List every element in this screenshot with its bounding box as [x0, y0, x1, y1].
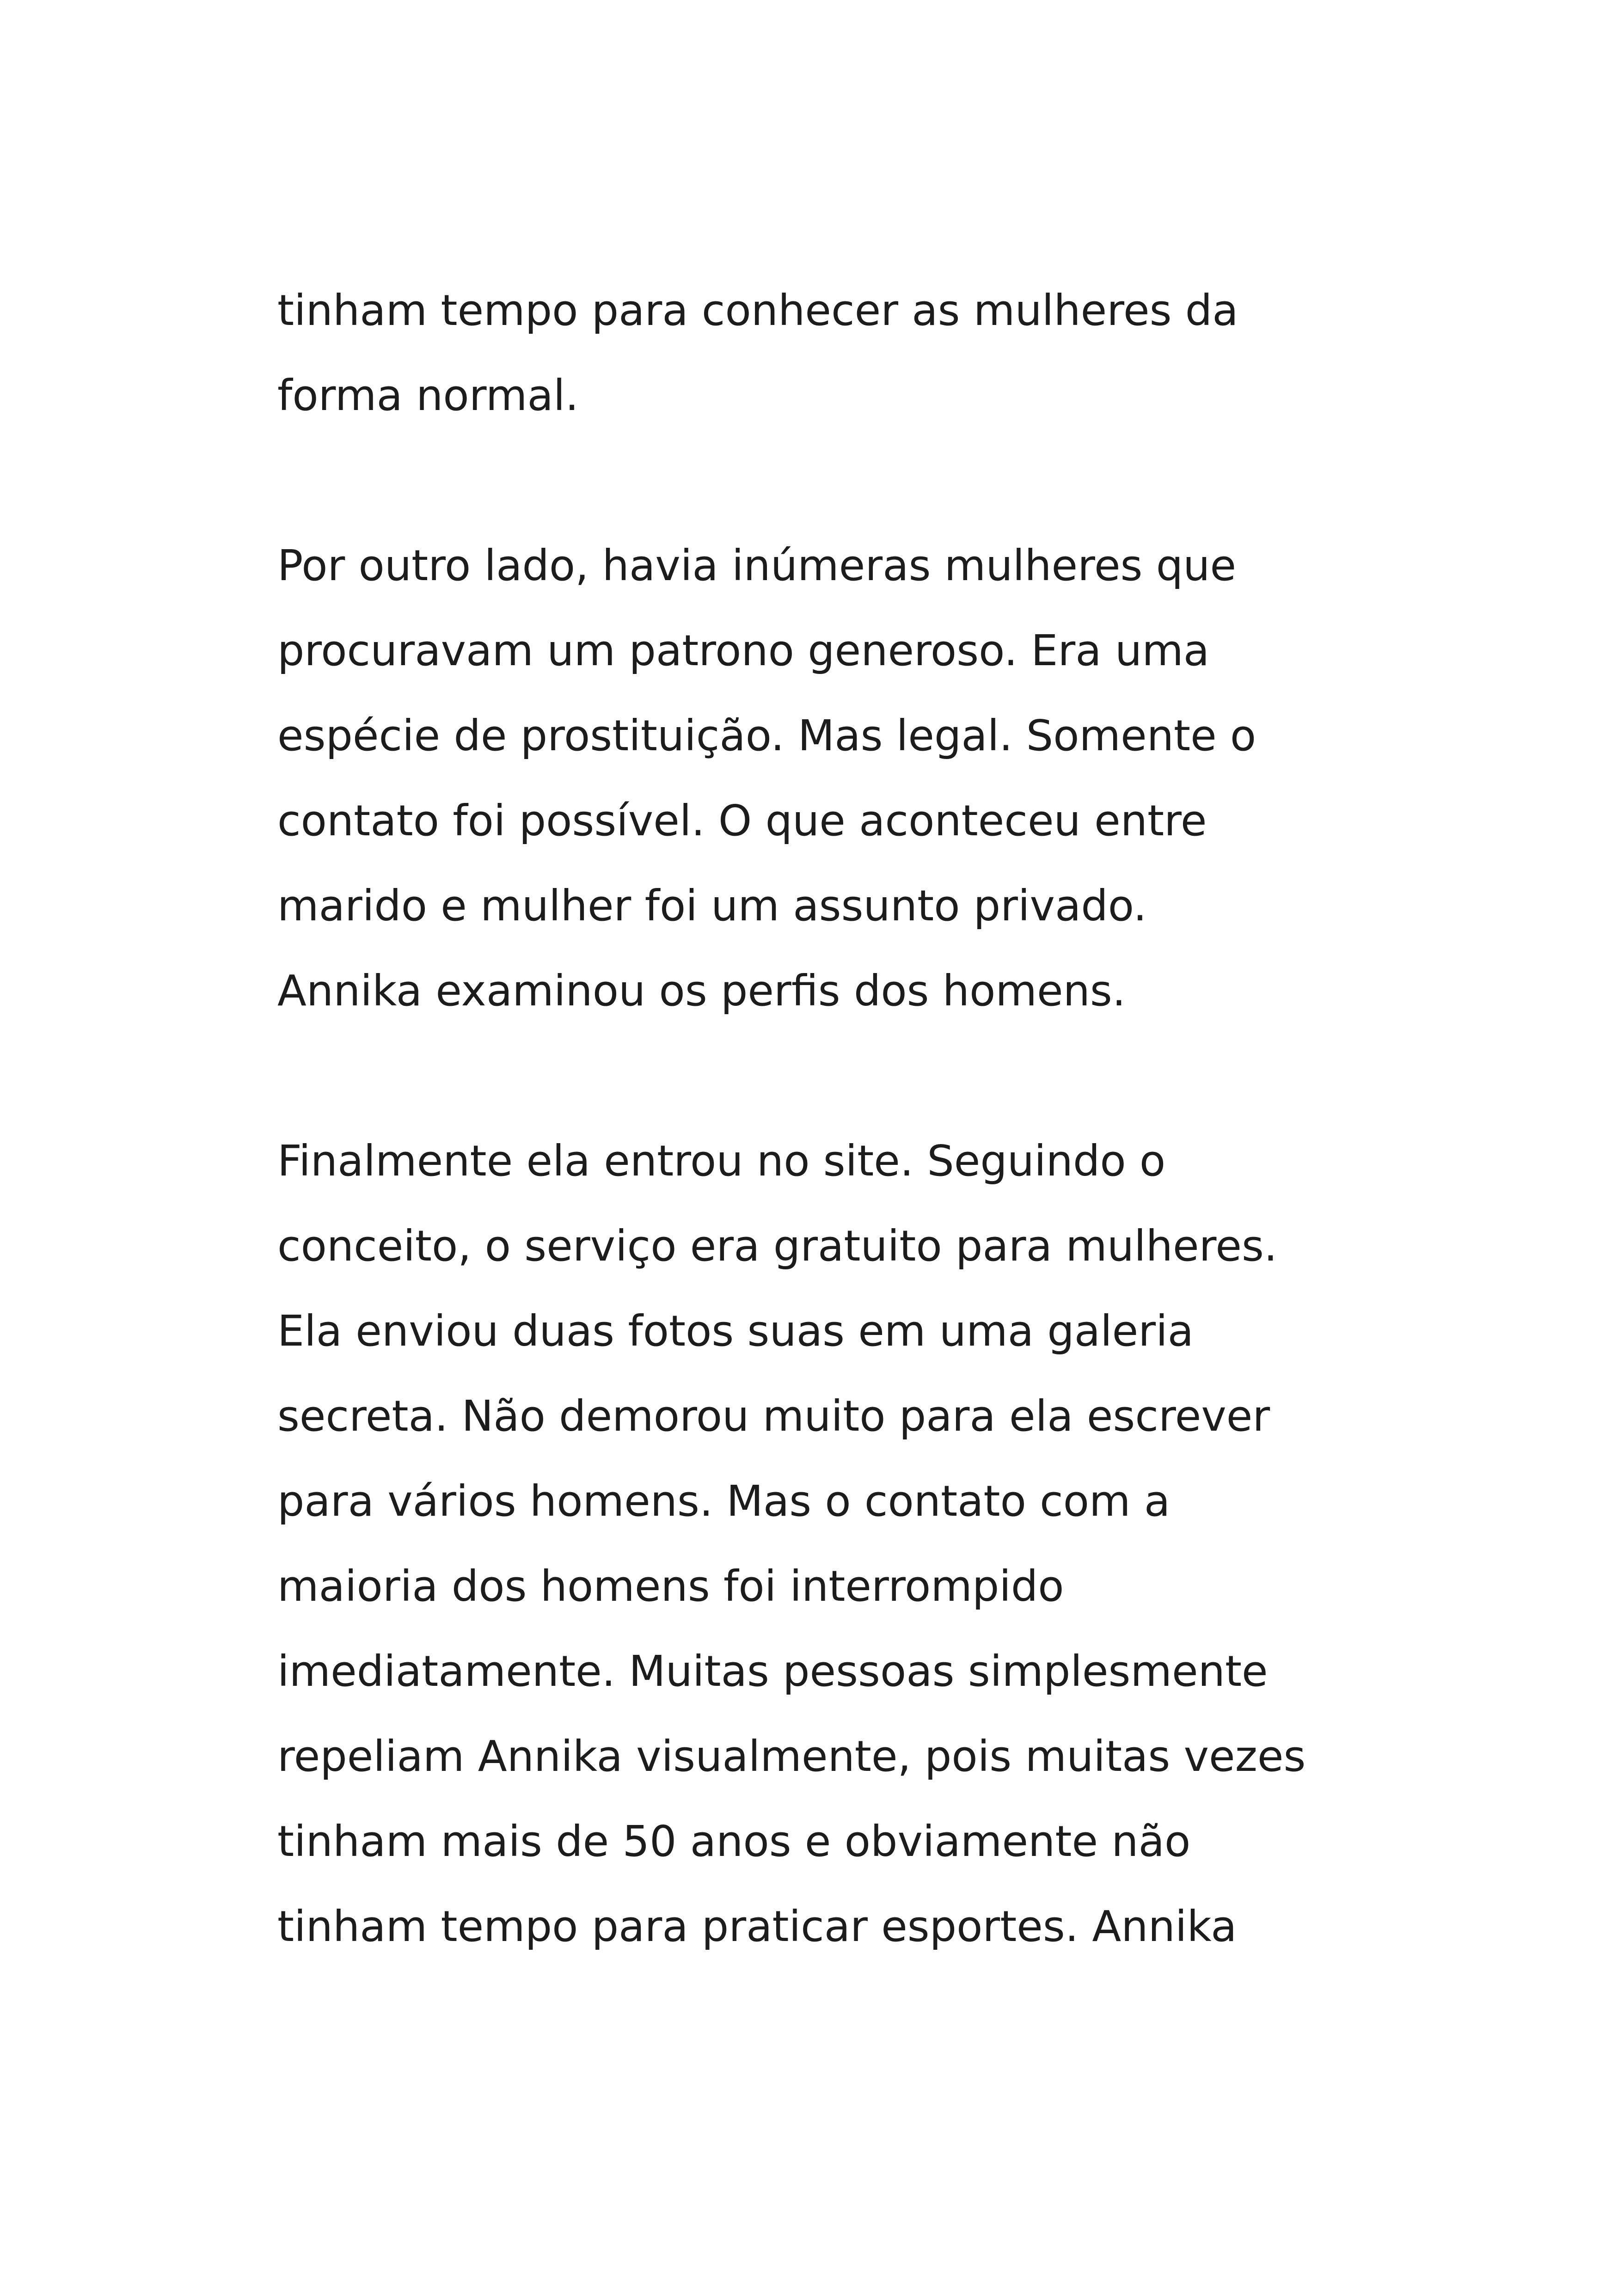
paragraph-3: [277, 1119, 1433, 1969]
text-line: conceito, o serviço era gratuito para mulheres.: [277, 1221, 1278, 1271]
text-line: marido e mulher foi um assunto privado.: [277, 881, 1147, 931]
text-line: Por outro lado, havia inúmeras mulheres que: [277, 541, 1237, 590]
text-line: repeliam Annika visualmente, pois muitas vezes: [277, 1732, 1306, 1781]
text-line: maioria dos homens foi interrompido: [277, 1561, 1064, 1611]
text-line: tinham mais de 50 anos e obviamente não: [277, 1817, 1191, 1866]
text-line: imediatamente. Muitas pessoas simplesmente: [277, 1647, 1268, 1696]
text-line: Annika examinou os perfis dos homens.: [277, 966, 1126, 1016]
paragraph-2: [277, 523, 1433, 1034]
text-line: contato foi possível. O que aconteceu entre: [277, 796, 1207, 845]
paragraph-break: [277, 1034, 1433, 1119]
text-line: Ela enviou duas fotos suas em uma galeria: [277, 1306, 1194, 1356]
text-line: procuravam um patrono generoso. Era uma: [277, 626, 1210, 675]
text-line: forma normal.: [277, 371, 579, 420]
text-line: espécie de prostituição. Mas legal. Somente o: [277, 711, 1256, 760]
body-text: [277, 268, 1433, 1969]
text-line: tinham tempo para praticar esportes. Annika: [277, 1902, 1237, 1951]
paragraph-1: [277, 268, 1433, 438]
text-line: Finalmente ela entrou no site. Seguindo o: [277, 1136, 1166, 1186]
text-line: para vários homens. Mas o contato com a: [277, 1476, 1171, 1526]
text-line: secreta. Não demorou muito para ela escrever: [277, 1391, 1270, 1441]
paragraph-break: [277, 438, 1433, 523]
text-line: tinham tempo para conhecer as mulheres da: [277, 286, 1238, 335]
